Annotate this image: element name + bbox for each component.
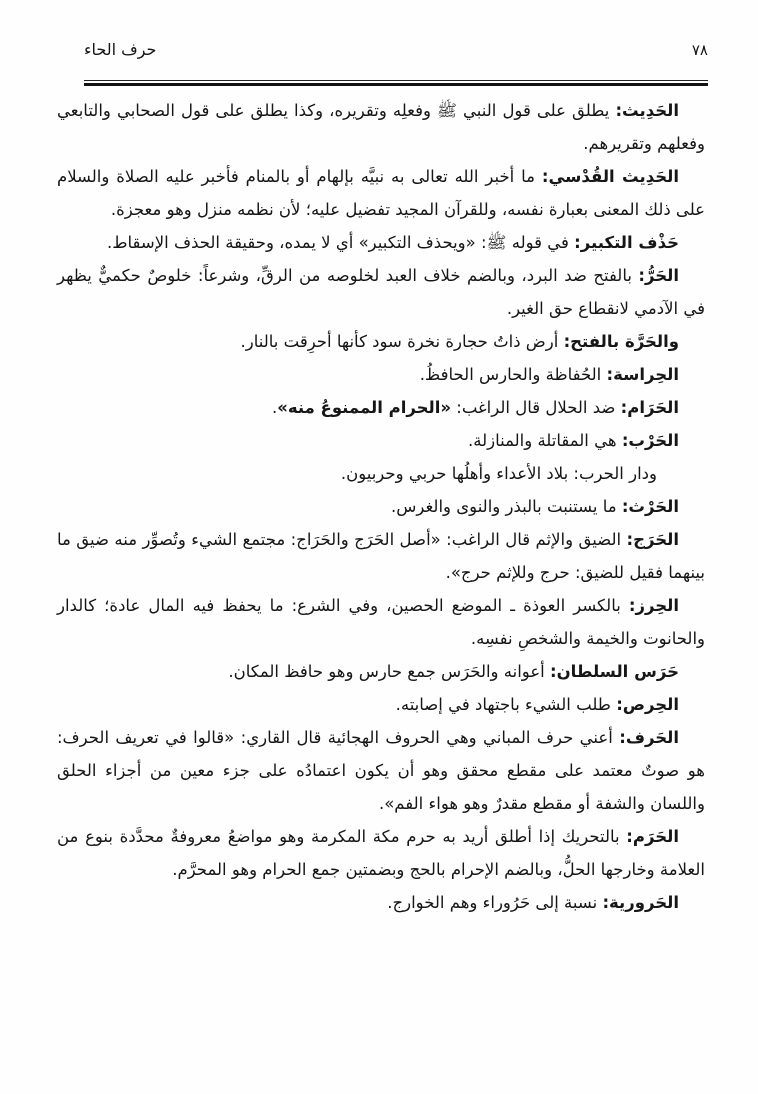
glossary-entry xyxy=(57,94,705,160)
entry-headword: حَرَس السلطان: xyxy=(550,662,679,681)
entry-text: بالكسر العوذة ـ الموضع الحصين، وفي الشرع: ما يحفظ فيه المال عادة؛ كالدار والحانوت والخيمة والشخصِ نفسِه. xyxy=(57,596,705,648)
glossary-entry xyxy=(57,457,705,490)
entry-text: . xyxy=(271,398,278,417)
entry-headword: الحَرْث: xyxy=(621,497,679,516)
glossary-entry xyxy=(57,424,705,457)
glossary-entry xyxy=(57,259,705,325)
entry-headword: الحِرز: xyxy=(628,596,679,615)
glossary-entry xyxy=(57,490,705,523)
entry-headword: الحَرف: xyxy=(619,728,679,747)
glossary-entry xyxy=(57,886,705,919)
entry-headword: الحَرَج: xyxy=(626,530,679,549)
glossary-entry xyxy=(57,523,705,589)
glossary-entry xyxy=(57,820,705,886)
entry-headword: الحَرْب: xyxy=(621,431,679,450)
glossary-entry xyxy=(57,391,705,424)
entry-text: الضيق والإثم قال الراغب: «أصل الحَرَج والحَرَاج: مجتمع الشيء وتُصوِّر منه ضيق ما بينهما فقيل للضيق: حرج وللإثم حرج». xyxy=(57,530,705,582)
entry-headword: الحَدِيث: xyxy=(615,101,679,120)
entry-text: هي المقاتلة والمنازلة. xyxy=(467,431,622,450)
entry-text: بالتحريك إذا أطلق أريد به حرم مكة المكرمة وهو مواضعُ معروفةٌ محدَّدة بنوع من العلامة وخارجها الحلُّ، وبالضم الإحرام بالحج وبضمتين جمع الحرام وهو المحرَّم. xyxy=(57,827,705,879)
glossary-entry xyxy=(57,325,705,358)
entry-text: ما يستنبت بالبذر والنوى والغرس. xyxy=(390,497,622,516)
glossary-entry xyxy=(57,688,705,721)
glossary-entry xyxy=(57,160,705,226)
entry-headword: الحَرَام: xyxy=(620,398,679,417)
entry-text: طلب الشيء باجتهاد في إصابته. xyxy=(395,695,617,714)
page-number: ٧٨ xyxy=(691,41,708,59)
entry-headword: والحَرَّة بالفتح: xyxy=(563,332,679,351)
entry-text: يطلق على قول النبي ﷺ وفعلِه وتقريره، وكذا يطلق على قول الصحابي والتابعي وفعلهم وتقريرهم. xyxy=(57,101,705,153)
entry-text: أعني حرف المباني وهي الحروف الهجائية قال القاري: «قالوا في تعريف الحرف: هو صوتٌ معتمد على مقطع محقق وهو أن يكون اعتمادُه على جزء معين من أجزاء الحلق واللسان والشفة أو مقطع مقدرٌ وهو هواء الفم». xyxy=(57,728,705,813)
header-rule xyxy=(84,80,708,86)
entry-headword: الحِرص: xyxy=(616,695,679,714)
glossary-entry xyxy=(57,589,705,655)
entry-headword: حَذْف التكبير: xyxy=(574,233,679,252)
entry-text: أرض ذاتُ حجارة نخرة سود كأنها أحرِقت بالنار. xyxy=(240,332,564,351)
entry-text: أعوانه والحَرَس جمع حارس وهو حافظ المكان. xyxy=(228,662,550,681)
entry-headword: الحِراسة: xyxy=(606,365,679,384)
entry-text: ما أخبر الله تعالى به نبيَّه بإلهام أو بالمنام فأخبر عليه الصلاة والسلام على ذلك المعنى بعبارة نفسه، وللقرآن المجيد تفضيل عليه؛ لأن نظمه منزل وهو معجزة. xyxy=(57,167,705,219)
glossary-entries xyxy=(57,94,705,919)
entry-text: ضد الحلال قال الراغب: xyxy=(451,398,621,417)
glossary-entry xyxy=(57,226,705,259)
entry-text: ودار الحرب: بلاد الأعداء وأهلُها حربي وحربيون. xyxy=(340,464,657,483)
glossary-entry xyxy=(57,721,705,820)
entry-headword: الحَرورية: xyxy=(602,893,679,912)
entry-text: في قوله ﷺ: «ويحذف التكبير» أي لا يمده، وحقيقة الحذف الإسقاط. xyxy=(107,233,575,252)
entry-headword: الحَدِيث القُدْسي: xyxy=(541,167,679,186)
entry-emphasis: «الحرام الممنوعُ منه» xyxy=(277,398,452,417)
entry-text: بالفتح ضد البرد، وبالضم خلاف العبد لخلوصه من الرقِّ، وشرعاً: خلوصٌ حكميٌّ يظهر في الآدمي لانقطاع حق الغير. xyxy=(57,266,705,318)
entry-text: نسبة إلى حَرُوراء وهم الخوارج. xyxy=(387,893,603,912)
entry-headword: الحَرَم: xyxy=(626,827,679,846)
glossary-entry xyxy=(57,358,705,391)
page-header xyxy=(84,40,708,59)
entry-text: الحُفاظة والحارس الحافظُ. xyxy=(419,365,607,384)
entry-headword: الحَرُّ: xyxy=(638,266,679,285)
chapter-title: حرف الحاء xyxy=(84,40,157,59)
glossary-entry xyxy=(57,655,705,688)
